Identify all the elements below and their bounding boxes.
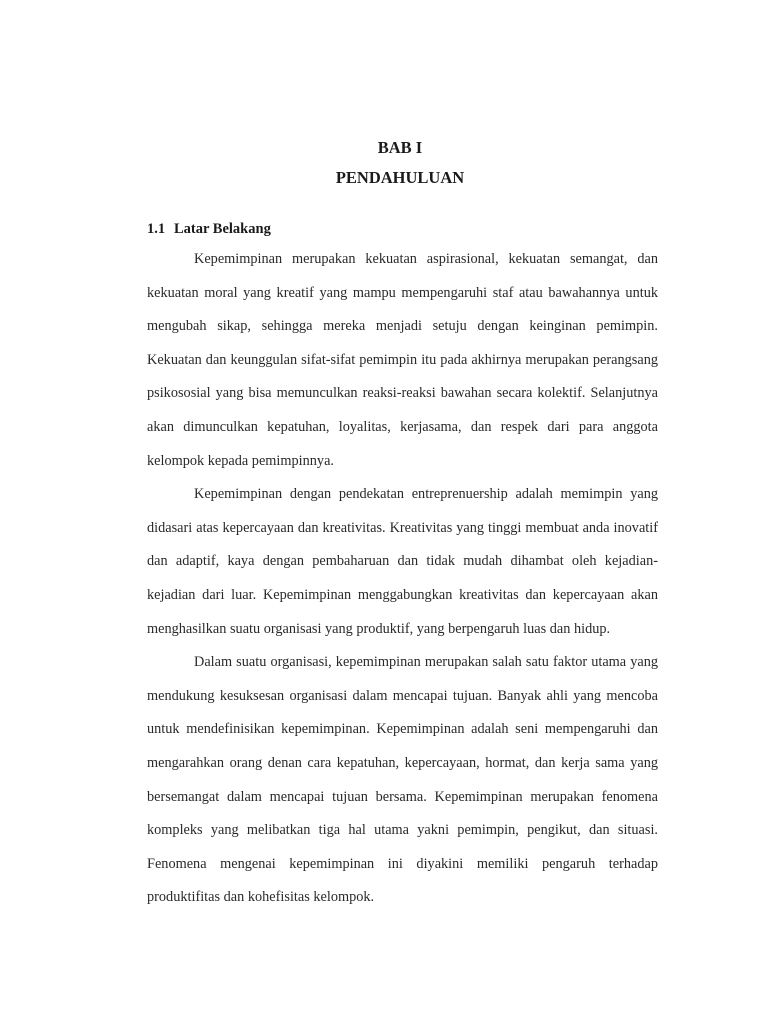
chapter-title: PENDAHULUAN — [335, 168, 465, 187]
paragraph: Dalam suatu organisasi, kepemimpinan merupakan salah satu faktor utama yang mendukung kesuksesan organisasi dalam mencapai tujuan. Banyak ahli yang mencoba untuk mendefinisikan kepemimpinan. Kepemimpinan adalah seni mempengaruhi dan mengarahkan orang denan cara kepatuhan, kepercayaan, hormat, dan kerja sama yang bersemangat dalam mencapai tujuan bersama. Kepemimpinan merupakan fenomena kompleks yang melibatkan tiga hal utama yakni pemimpin, pengikut, dan situasi. Fenomena mengenai kepemimpinan ini diyakini memiliki pengaruh terhadap produktifitas dan kohefisitas kelompok. — [147, 654, 658, 906]
body-text — [147, 243, 658, 915]
section-heading — [147, 221, 271, 238]
section-title: Latar Belakang — [174, 221, 271, 237]
chapter-number: BAB I — [377, 138, 423, 157]
paragraph: Kepemimpinan dengan pendekatan entreprenuership adalah memimpin yang didasari atas kepercayaan dan kreativitas. Kreativitas yang tinggi membuat anda inovatif dan adaptif, kaya dengan pembaharuan dan tidak mudah dihambat oleh kejadian-kejadian dari luar. Kepemimpinan menggabungkan kreativitas dan kepercayaan akan menghasilkan suatu organisasi yang produktif, yang berpengaruh luas dan hidup. — [147, 486, 658, 637]
section-number: 1.1 — [147, 221, 166, 237]
paragraph: Kepemimpinan merupakan kekuatan aspirasional, kekuatan semangat, dan kekuatan moral yang kreatif yang mampu mempengaruhi staf atau bawahannya untuk mengubah sikap, sehingga mereka menjadi setuju dengan keinginan pemimpin. Kekuatan dan keunggulan sifat-sifat pemimpin itu pada akhirnya merupakan perangsang psikososial yang bisa memunculkan reaksi-reaksi bawahan secara kolektif. Selanjutnya akan dimunculkan kepatuhan, loyalitas, kerjasama, dan respek dari para anggota kelompok kepada pemimpinnya. — [147, 251, 658, 469]
